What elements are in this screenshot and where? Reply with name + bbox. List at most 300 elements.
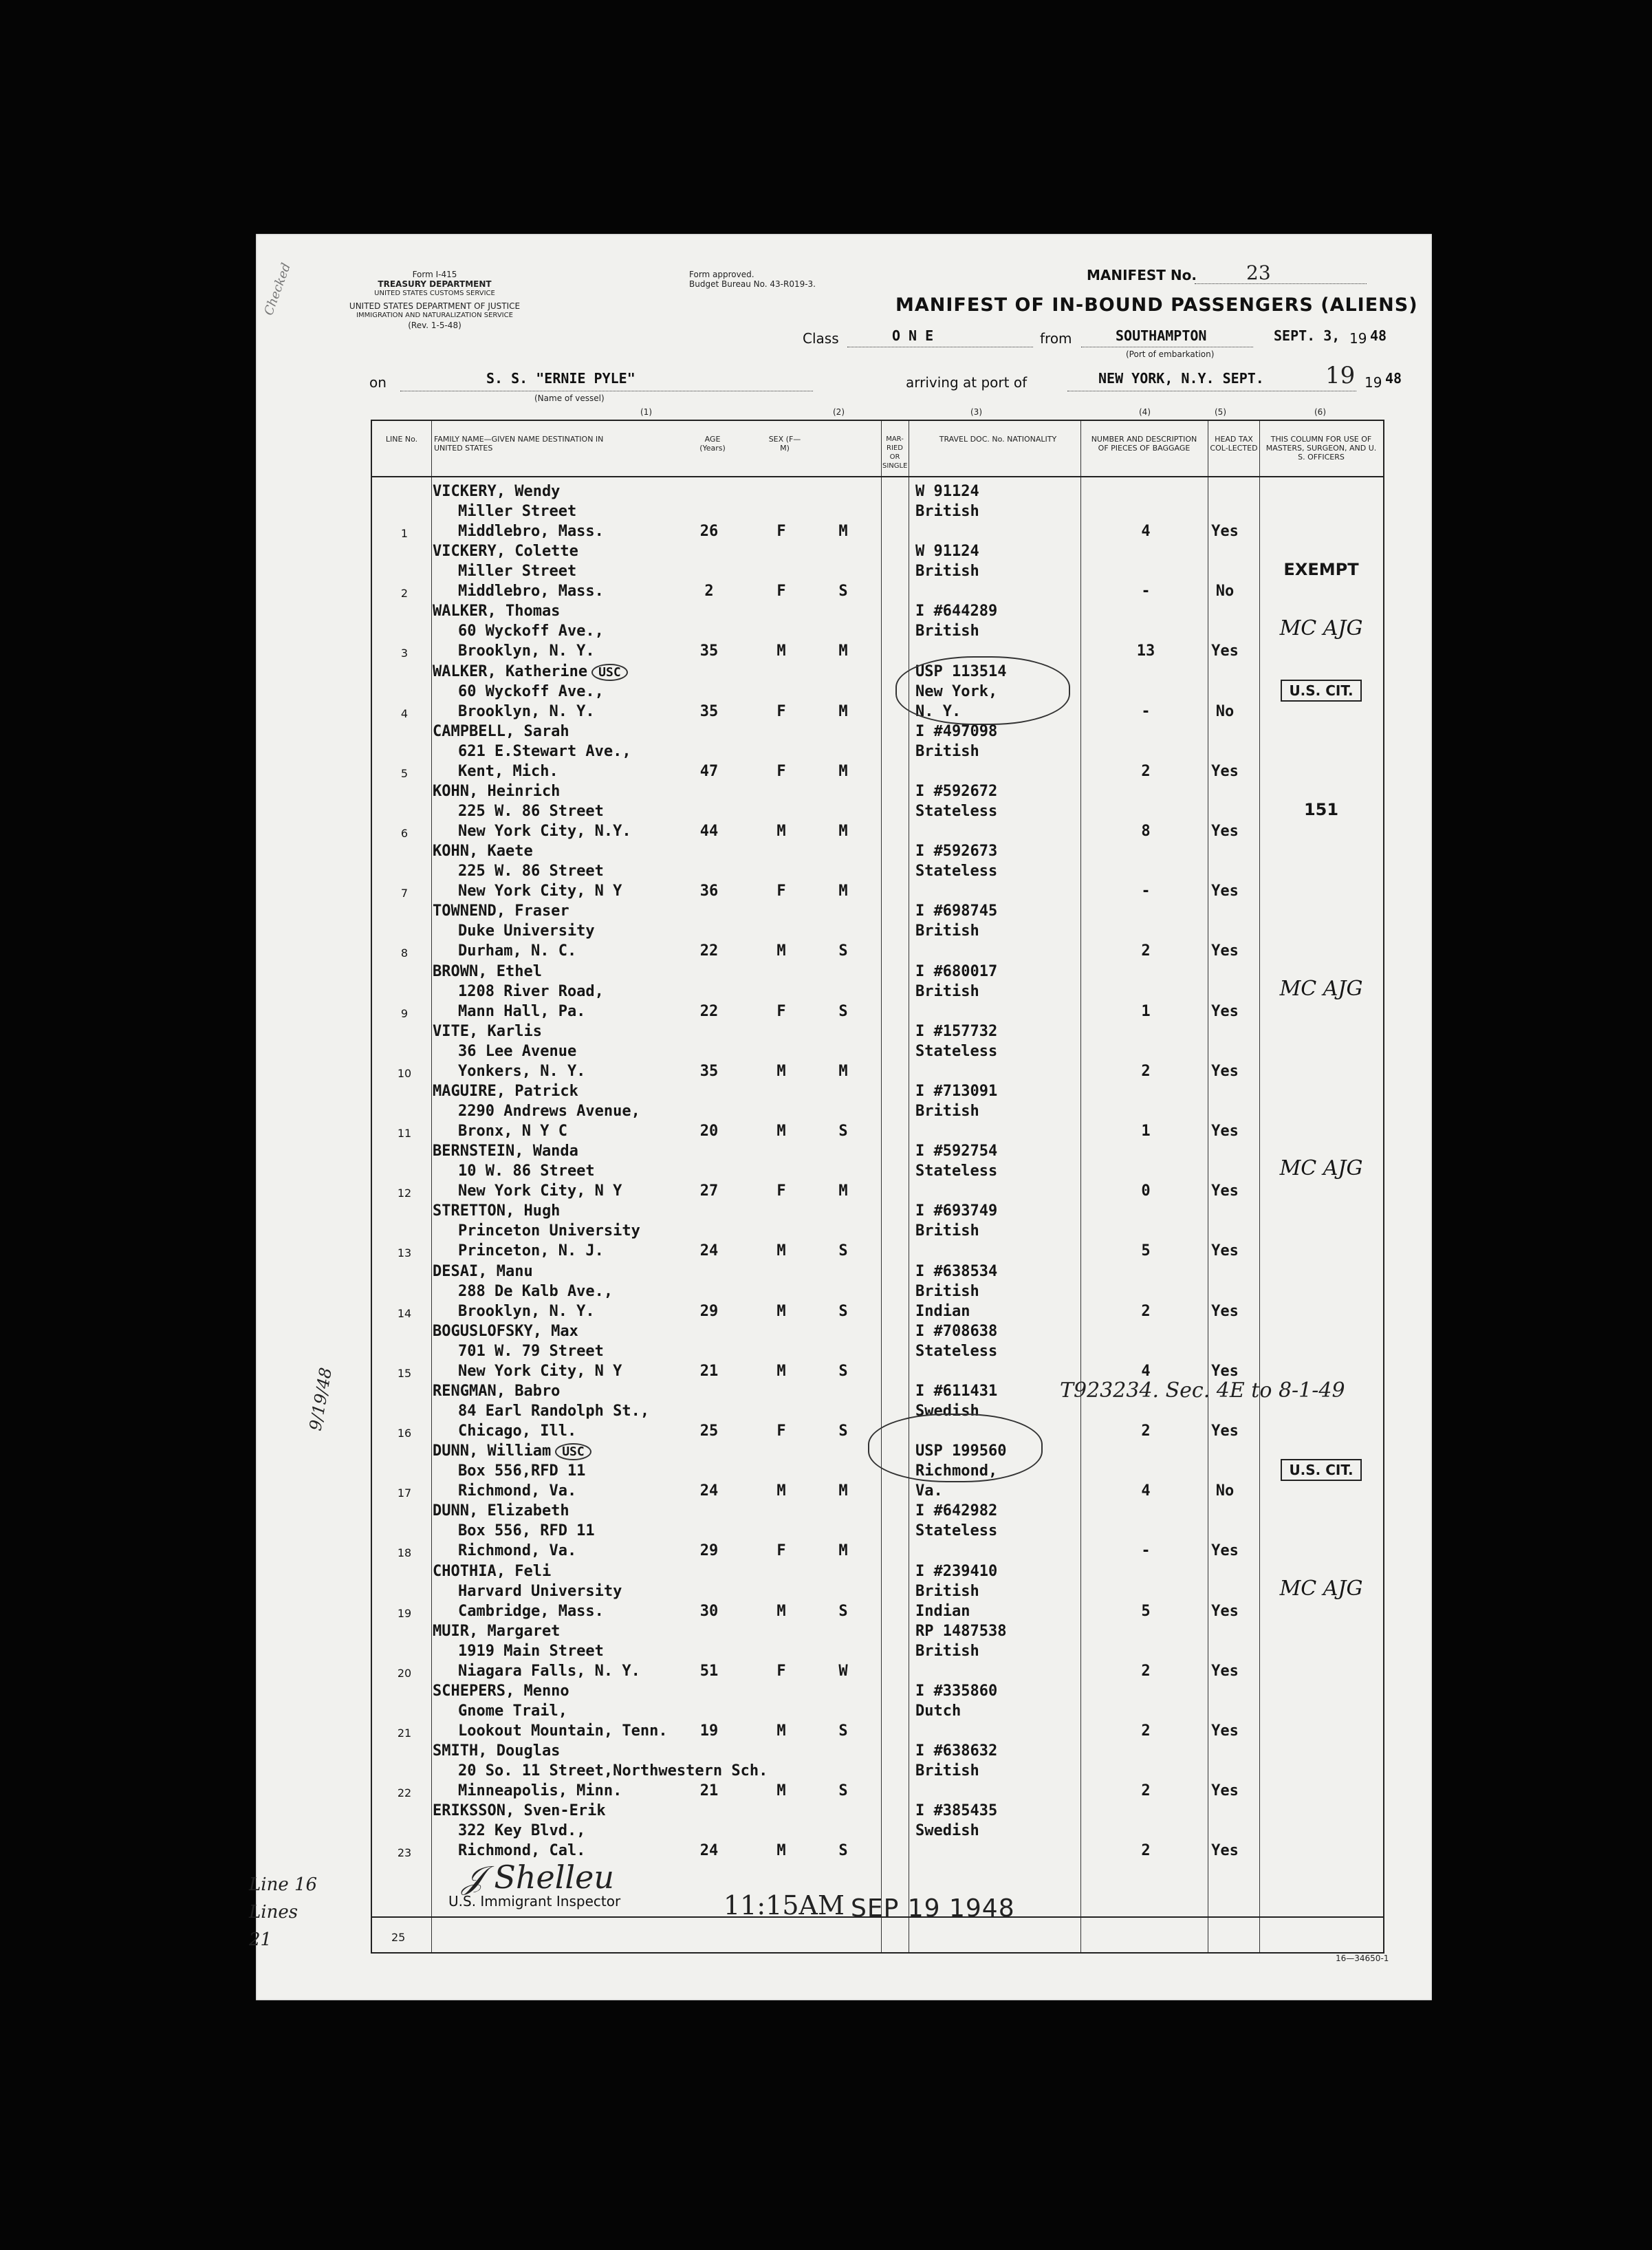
passenger-name — [433, 1202, 560, 1220]
header-married: MAR-RIED OR SINGLE — [882, 435, 908, 470]
address-line-1: Harvard University — [458, 1582, 622, 1600]
address-line-1: 288 De Kalb Ave., — [458, 1282, 613, 1300]
address-line-1: Box 556, RFD 11 — [458, 1522, 595, 1540]
line-number: 9 — [400, 1006, 409, 1020]
line-number: 16 — [397, 1427, 412, 1440]
address-line-1: 36 Lee Avenue — [458, 1042, 577, 1060]
baggage-cell: 4 — [1141, 1482, 1151, 1500]
header-rule — [372, 476, 1383, 477]
baggage-cell: 2 — [1141, 942, 1151, 960]
manifest-no-line — [1195, 283, 1367, 284]
baggage-cell: 1 — [1141, 1123, 1151, 1140]
address-line-2: New York City, N.Y. — [458, 823, 631, 840]
married-cell: S — [838, 1123, 848, 1140]
sex-cell: M — [776, 1602, 786, 1620]
nationality-extra: Va. — [915, 1482, 943, 1500]
head-tax-cell: Yes — [1211, 1002, 1239, 1020]
line-number: 4 — [400, 706, 409, 720]
head-tax-cell: Yes — [1211, 1302, 1239, 1320]
married-cell: S — [838, 583, 848, 601]
address-line-1: Gnome Trail, — [458, 1702, 567, 1720]
travel-doc-no: I #638632 — [915, 1742, 998, 1760]
departure-year: 48 — [1370, 327, 1387, 344]
nationality: British — [915, 1103, 979, 1120]
baggage-cell: 13 — [1136, 642, 1155, 660]
passenger-name — [433, 543, 578, 560]
nationality: Richmond, — [915, 1462, 998, 1480]
header-head-tax: HEAD TAX COL-LECTED — [1210, 435, 1258, 453]
header-name: FAMILY NAME—GIVEN NAME DESTINATION IN UNITED STATES — [434, 435, 604, 453]
married-cell: M — [838, 702, 848, 720]
inspector-signature: 𝒥 Shelleu — [462, 1859, 614, 1896]
col-num-2: (2) — [833, 407, 845, 417]
head-tax-cell: Yes — [1211, 1362, 1239, 1380]
officer-notation — [1259, 677, 1383, 702]
address-line-2: Cambridge, Mass. — [458, 1602, 604, 1620]
line-number: 10 — [397, 1066, 412, 1080]
married-cell: S — [838, 1782, 848, 1800]
table-row — [372, 902, 1383, 963]
nationality: British — [915, 1642, 979, 1660]
baggage-cell: 2 — [1141, 762, 1151, 780]
passenger-name-text: VICKERY, Colette — [433, 543, 578, 561]
passenger-name — [433, 1083, 578, 1100]
married-cell: S — [838, 1722, 848, 1740]
travel-doc-no: I #592754 — [915, 1143, 998, 1160]
nationality: Dutch — [915, 1702, 961, 1720]
travel-doc-no: I #157732 — [915, 1022, 998, 1040]
passenger-name — [433, 1263, 533, 1280]
baggage-cell: 2 — [1141, 1722, 1151, 1740]
margin-note: Line 16 Lines 21 — [249, 1874, 318, 1950]
head-tax-cell: Yes — [1211, 1722, 1239, 1740]
baggage-cell: 4 — [1141, 523, 1151, 540]
address-line-1: 322 Key Blvd., — [458, 1822, 586, 1840]
print-code: 16—34650-1 — [1336, 1954, 1389, 1963]
arrival-year-prefix: 19 — [1365, 374, 1382, 391]
baggage-cell: 5 — [1141, 1602, 1151, 1620]
table-row — [372, 1263, 1383, 1323]
travel-doc-no: I #239410 — [915, 1562, 998, 1580]
travel-doc-no: I #335860 — [915, 1683, 998, 1700]
officer-notation — [1259, 1156, 1383, 1180]
age-cell: 21 — [699, 1362, 719, 1380]
passenger-name — [433, 963, 542, 980]
nationality: British — [915, 1762, 979, 1780]
officer-initials: EXEMPT — [1283, 560, 1359, 580]
address-line-2: Chicago, Ill. — [458, 1423, 577, 1440]
age-cell: 51 — [699, 1662, 719, 1680]
head-tax-cell: Yes — [1211, 1662, 1239, 1680]
table-row — [372, 1742, 1383, 1803]
port-caption: (Port of embarkation) — [1126, 349, 1215, 359]
sex-cell: F — [776, 583, 786, 601]
sex-cell: M — [776, 1362, 786, 1380]
address-line-2: Richmond, Va. — [458, 1482, 577, 1500]
table-row — [372, 1023, 1383, 1083]
col-num-4: (4) — [1139, 407, 1151, 417]
nationality: British — [915, 982, 979, 1000]
address-line-1: 225 W. 86 Street — [458, 863, 604, 880]
sex-cell: M — [776, 1782, 786, 1800]
age-cell: 22 — [699, 942, 719, 960]
sex-cell: F — [776, 1542, 786, 1560]
married-cell: M — [838, 1062, 848, 1080]
address-line-2: Brooklyn, N. Y. — [458, 702, 595, 720]
travel-doc-no: I #385435 — [915, 1802, 998, 1820]
age-cell: 29 — [699, 1542, 719, 1560]
travel-doc-no: I #708638 — [915, 1322, 998, 1340]
address-line-2: New York City, N Y — [458, 883, 622, 900]
married-cell: M — [838, 1182, 848, 1200]
line-number: 3 — [400, 647, 409, 660]
address-line-1: 84 Earl Randolph St., — [458, 1403, 650, 1420]
passenger-name — [433, 1023, 542, 1040]
address-line-1: Miller Street — [458, 503, 577, 520]
col-num-3: (3) — [970, 407, 982, 417]
table-row — [372, 723, 1383, 783]
table-row — [372, 543, 1383, 603]
usp-oval-william — [868, 1414, 1043, 1482]
address-line-1: 701 W. 79 Street — [458, 1342, 604, 1360]
checked-handwriting: Checked — [261, 261, 294, 318]
address-line-1: 10 W. 86 Street — [458, 1162, 595, 1180]
table-row — [372, 1202, 1383, 1263]
nationality: Stateless — [915, 1162, 998, 1180]
age-cell: 24 — [699, 1242, 719, 1260]
passenger-name-text: STRETTON, Hugh — [433, 1202, 561, 1220]
travel-doc-no: I #693749 — [915, 1202, 998, 1220]
officer-notation — [1259, 797, 1383, 821]
address-line-2: Durham, N. C. — [458, 942, 577, 960]
table-row — [372, 603, 1383, 663]
nationality: British — [915, 563, 979, 581]
age-cell: 22 — [699, 1002, 719, 1020]
baggage-cell: 4 — [1141, 1362, 1151, 1380]
line-number: 1 — [400, 527, 409, 540]
age-cell: 26 — [699, 523, 719, 540]
line-number: 7 — [400, 887, 409, 900]
class-label: Class — [803, 330, 839, 347]
departure-year-prefix: 19 — [1349, 330, 1367, 347]
address-line-1: 2290 Andrews Avenue, — [458, 1103, 640, 1120]
passenger-name — [433, 723, 569, 740]
nationality-extra: Indian — [915, 1602, 970, 1620]
header-baggage: NUMBER AND DESCRIPTION OF PIECES OF BAGGAGE — [1091, 435, 1197, 453]
form-id-block — [311, 270, 558, 330]
head-tax-cell: Yes — [1211, 523, 1239, 540]
address-line-2: Minneapolis, Minn. — [458, 1782, 622, 1800]
passenger-name-text: BROWN, Ethel — [433, 962, 542, 980]
passenger-name-text: VICKERY, Wendy — [433, 483, 561, 500]
address-line-1: 621 E.Stewart Ave., — [458, 742, 631, 760]
passenger-name-text: SMITH, Douglas — [433, 1742, 561, 1760]
sex-cell: F — [776, 1182, 786, 1200]
form-revision: (Rev. 1-5-48) — [408, 321, 461, 330]
baggage-cell: 2 — [1141, 1662, 1151, 1680]
nationality: British — [915, 1282, 979, 1300]
sex-cell: F — [776, 762, 786, 780]
officer-notation — [1259, 977, 1383, 1001]
table-row — [372, 1623, 1383, 1683]
travel-doc-no: I #592673 — [915, 843, 998, 861]
line-number: 5 — [400, 766, 409, 780]
travel-doc-no: I #680017 — [915, 962, 998, 980]
nationality: British — [915, 623, 979, 640]
address-line-1: Box 556,RFD 11 — [458, 1462, 586, 1480]
passenger-name — [433, 783, 560, 800]
address-line-1: 1208 River Road, — [458, 982, 604, 1000]
line-number: 6 — [400, 827, 409, 840]
col-num-6: (6) — [1314, 407, 1326, 417]
married-cell: S — [838, 1842, 848, 1860]
form-number: Form I-415 — [412, 270, 457, 279]
married-cell: S — [838, 1602, 848, 1620]
age-cell: 24 — [699, 1482, 719, 1500]
baggage-cell: 2 — [1141, 1062, 1151, 1080]
sex-cell: M — [776, 1242, 786, 1260]
officer-initials: MC AJG — [1279, 616, 1363, 641]
manifest-no-label: MANIFEST No. — [1087, 267, 1197, 283]
travel-doc-no: W 91124 — [915, 483, 979, 500]
handwritten-annotation: T923234. Sec. 4E to 8-1-49 — [1060, 1378, 1345, 1403]
head-tax-cell: Yes — [1211, 1542, 1239, 1560]
age-cell: 2 — [704, 583, 714, 601]
officer-notation — [1259, 556, 1383, 581]
passenger-name — [433, 1323, 578, 1340]
address-line-1: 20 So. 11 Street,Northwestern Sch. — [458, 1762, 768, 1780]
passenger-name — [433, 1383, 560, 1400]
passenger-name — [433, 902, 569, 920]
passenger-table — [371, 407, 1384, 1954]
class-value: ONE — [892, 327, 942, 344]
travel-doc-no: USP 113514 — [915, 662, 1007, 680]
sex-cell: F — [776, 523, 786, 540]
side-date: 9/19/48 — [305, 1366, 336, 1432]
line-number: 2 — [400, 587, 409, 601]
travel-doc-no: I #698745 — [915, 902, 998, 920]
passenger-name-text: DUNN, Elizabeth — [433, 1502, 569, 1520]
age-cell: 36 — [699, 883, 719, 900]
vessel-name: S. S. "ERNIE PYLE" — [486, 370, 635, 387]
usc-circle: USC — [591, 664, 628, 681]
head-tax-cell: No — [1215, 1482, 1235, 1500]
age-cell: 27 — [699, 1182, 719, 1200]
address-line-1: Duke University — [458, 922, 595, 940]
header-travel-doc: TRAVEL DOC. No. NATIONALITY — [939, 435, 1057, 444]
age-cell: 25 — [699, 1423, 719, 1440]
date-stamp: SEP 19 1948 — [851, 1894, 1015, 1923]
address-line-1: 60 Wyckoff Ave., — [458, 623, 604, 640]
travel-doc-no: W 91124 — [915, 543, 979, 561]
age-cell: 30 — [699, 1602, 719, 1620]
baggage-cell: 2 — [1141, 1302, 1151, 1320]
passenger-name — [433, 1143, 578, 1160]
head-tax-cell: Yes — [1211, 1062, 1239, 1080]
manifest-page — [249, 234, 1432, 2000]
address-line-1: Miller Street — [458, 563, 577, 581]
sex-cell: F — [776, 1002, 786, 1020]
passenger-name — [433, 1683, 569, 1700]
officer-notation — [1259, 1456, 1383, 1481]
col-num-5: (5) — [1215, 407, 1226, 417]
head-tax-cell: Yes — [1211, 1242, 1239, 1260]
sex-cell: M — [776, 1842, 786, 1860]
table-row — [372, 1083, 1383, 1143]
baggage-cell: 2 — [1141, 1842, 1151, 1860]
nationality: Stateless — [915, 1342, 998, 1360]
married-cell: M — [838, 1482, 848, 1500]
from-label: from — [1040, 330, 1072, 347]
age-cell: 24 — [699, 1842, 719, 1860]
age-cell: 35 — [699, 702, 719, 720]
sex-cell: M — [776, 823, 786, 840]
passenger-name-text: WALKER, Katherine — [433, 662, 588, 680]
passenger-name-text: WALKER, Thomas — [433, 603, 561, 620]
age-cell: 29 — [699, 1302, 719, 1320]
us-citizen-stamp: U.S. CIT. — [1281, 680, 1361, 702]
table-row — [372, 1683, 1383, 1743]
married-cell: M — [838, 823, 848, 840]
address-line-1: Princeton University — [458, 1222, 640, 1240]
arrival-day: 19 — [1325, 362, 1356, 389]
address-line-2: Brooklyn, N. Y. — [458, 642, 595, 660]
head-tax-cell: Yes — [1211, 1123, 1239, 1140]
passenger-name-text: TOWNEND, Fraser — [433, 902, 569, 920]
head-tax-cell: No — [1215, 702, 1235, 720]
vessel-caption: (Name of vessel) — [534, 393, 605, 403]
married-cell: W — [838, 1662, 848, 1680]
passenger-name-text: VITE, Karlis — [433, 1022, 542, 1040]
passenger-name — [433, 603, 560, 620]
passenger-name-text: BERNSTEIN, Wanda — [433, 1143, 578, 1160]
passenger-name-text: SCHEPERS, Menno — [433, 1683, 569, 1700]
married-cell: S — [838, 1242, 848, 1260]
line-25-number: 25 — [391, 1931, 406, 1944]
passenger-name — [433, 1742, 560, 1760]
address-line-2: Kent, Mich. — [458, 762, 558, 780]
table-row — [372, 1563, 1383, 1623]
sex-cell: M — [776, 1062, 786, 1080]
baggage-cell: - — [1141, 583, 1151, 601]
approval-block — [689, 270, 868, 289]
baggage-cell: - — [1141, 1542, 1151, 1560]
ins-service: IMMIGRATION AND NATURALIZATION SERVICE — [356, 312, 513, 319]
header-line-no: LINE No. — [385, 435, 418, 444]
baggage-cell: 2 — [1141, 1423, 1151, 1440]
passenger-name-text: MUIR, Margaret — [433, 1622, 561, 1640]
nationality: British — [915, 742, 979, 760]
age-cell: 21 — [699, 1782, 719, 1800]
arrival-port: NEW YORK, N.Y. SEPT. — [1098, 370, 1264, 387]
col-num-1: (1) — [640, 407, 652, 417]
line-number: 11 — [397, 1127, 412, 1140]
baggage-cell: 5 — [1141, 1242, 1151, 1260]
travel-doc-no: I #497098 — [915, 722, 998, 740]
age-cell: 35 — [699, 1062, 719, 1080]
address-line-2: Mann Hall, Pa. — [458, 1002, 586, 1020]
travel-doc-no: I #642982 — [915, 1502, 998, 1520]
sex-cell: M — [776, 642, 786, 660]
manifest-title: MANIFEST OF IN-BOUND PASSENGERS (ALIENS) — [895, 294, 1418, 316]
married-cell: M — [838, 762, 848, 780]
time-stamp: 11:15AM — [724, 1890, 845, 1921]
address-line-2: Princeton, N. J. — [458, 1242, 604, 1260]
nationality: Swedish — [915, 1403, 979, 1420]
justice-dept: UNITED STATES DEPARTMENT OF JUSTICE — [349, 301, 521, 311]
table-row — [372, 1323, 1383, 1383]
travel-doc-no: I #592672 — [915, 783, 998, 800]
passenger-name-text: DUNN, William — [433, 1442, 552, 1460]
passenger-name-text: CHOTHIA, Feli — [433, 1562, 552, 1580]
officer-notation — [1259, 1577, 1383, 1601]
usc-circle: USC — [555, 1443, 591, 1460]
head-tax-cell: Yes — [1211, 823, 1239, 840]
sex-cell: F — [776, 1662, 786, 1680]
age-cell: 44 — [699, 823, 719, 840]
nationality: Swedish — [915, 1822, 979, 1840]
officer-initials: 151 — [1303, 800, 1339, 819]
nationality: British — [915, 922, 979, 940]
header-sex: SEX (F—M) — [768, 435, 801, 453]
address-line-2: Niagara Falls, N. Y. — [458, 1662, 640, 1680]
line-number: 12 — [397, 1187, 412, 1200]
travel-doc-no: I #611431 — [915, 1383, 998, 1400]
table-row — [372, 1143, 1383, 1203]
sex-cell: F — [776, 702, 786, 720]
address-line-2: New York City, N Y — [458, 1182, 622, 1200]
baggage-cell: 1 — [1141, 1002, 1151, 1020]
passenger-name — [433, 1623, 560, 1640]
inspector-title: U.S. Immigrant Inspector — [448, 1893, 621, 1910]
head-tax-cell: Yes — [1211, 1182, 1239, 1200]
passenger-name-text: MAGUIRE, Patrick — [433, 1083, 578, 1100]
address-line-1: 225 W. 86 Street — [458, 803, 604, 820]
married-cell: M — [838, 883, 848, 900]
line-number: 15 — [397, 1366, 412, 1380]
address-line-1: 1919 Main Street — [458, 1642, 604, 1660]
nationality-extra: Indian — [915, 1302, 970, 1320]
head-tax-cell: Yes — [1211, 1782, 1239, 1800]
passenger-name — [433, 1442, 591, 1460]
address-line-2: Bronx, N Y C — [458, 1123, 567, 1140]
officer-notation — [1259, 616, 1383, 640]
usp-oval-katherine — [895, 656, 1070, 725]
form-approved: Form approved. — [689, 270, 754, 279]
head-tax-cell: Yes — [1211, 1842, 1239, 1860]
passenger-name — [433, 483, 560, 500]
married-cell: S — [838, 1302, 848, 1320]
officer-initials: MC AJG — [1279, 1576, 1363, 1601]
nationality: British — [915, 1582, 979, 1600]
passenger-name-text: ERIKSSON, Sven-Erik — [433, 1802, 606, 1820]
arrival-year: 48 — [1385, 370, 1402, 387]
address-line-1: 60 Wyckoff Ave., — [458, 682, 604, 700]
line-number: 23 — [397, 1846, 412, 1860]
nationality: British — [915, 503, 979, 520]
port-of-embarkation: SOUTHAMPTON — [1116, 327, 1207, 344]
baggage-cell: - — [1141, 883, 1151, 900]
line-number: 14 — [397, 1306, 412, 1320]
on-label: on — [369, 374, 387, 391]
address-line-2: New York City, N Y — [458, 1362, 622, 1380]
passenger-name — [433, 1502, 569, 1519]
table-row — [372, 663, 1383, 724]
sex-cell: M — [776, 1123, 786, 1140]
age-cell: 19 — [699, 1722, 719, 1740]
married-cell: M — [838, 1542, 848, 1560]
nationality: Stateless — [915, 863, 998, 880]
